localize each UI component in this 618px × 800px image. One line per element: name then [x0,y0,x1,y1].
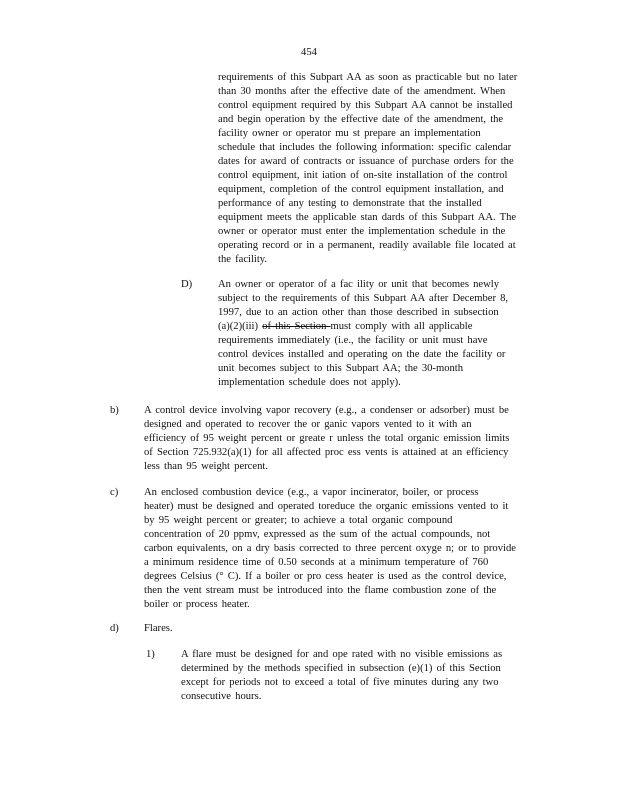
text-line: than 30 months after the effective date of the amendment. When [218,86,506,97]
text-line: concentration of 20 ppmv, expressed as the sum of the actual compounds, not [144,529,491,540]
text-line: An owner or operator of a fac ility or unit that becomes newly [218,279,499,290]
item-D-paragraph [218,278,508,390]
item-label-D: D) [181,279,193,290]
item-label-b: b) [110,405,119,416]
text-line: heater) must be designed and operated toreduce the organic emissions vented to it [144,501,509,512]
text-line: A control device involving vapor recovery (e.g., a condenser or adsorber) must be [144,405,509,416]
item-b-paragraph [144,404,509,474]
text-line: control equipment required by this Subpart AA cannot be installed [218,100,513,111]
text-line: less than 95 weight percent. [144,461,268,472]
text-line: requirements immediately (i.e., the facility or unit must have [218,335,488,346]
continuation-paragraph [218,71,517,267]
text-line: control equipment, init iation of on-site installation of the control [218,170,508,181]
text-line: equipment meets the applicable stan dards of this Subpart AA. The [218,212,517,223]
text-line: dates for award of contracts or issuance of purchase orders for the [218,156,514,167]
item-label-d1: 1) [146,649,155,660]
item-d-heading [144,622,173,636]
item-d1-paragraph [181,648,502,704]
text-line: control devices installed and operating on the date the facility or [218,349,506,360]
text-line: except for periods not to exceed a total of five minutes during any two [181,677,499,688]
text-line: equipment, completion of the control equipment installation, and [218,184,504,195]
text-line: A flare must be designed for and ope rated with no visible emissions as [181,649,503,660]
text-line: the facility. [218,254,268,265]
text-line: by 95 weight percent or greater; to achieve a total organic compound [144,515,453,526]
text-line: performance of any testing to demonstrate that the installed [218,198,482,209]
text-line: efficiency of 95 weight percent or greate r unless the total organic emission limits [144,433,510,444]
text-line: 1997, due to an action other than those described in subsection [218,307,499,318]
struck-text: of this Section [262,321,331,332]
text-line: An enclosed combustion device (e.g., a vapor incinerator, boiler, or process [144,487,479,498]
text-line: of Section 725.932(a)(1) for all affected proc ess vents is attained at an efficiency [144,447,509,458]
text-line: Flares. [144,623,173,634]
text-line: and begin operation by the effective date of the amendment, the [218,114,504,125]
text-line: then the vent stream must be introduced into the flame combustion zone of the [144,585,497,596]
text-segment: (a)(2)(iii) [218,321,263,332]
text-line: consecutive hours. [181,691,262,702]
item-label-c: c) [110,487,119,498]
text-line: requirements of this Subpart AA as soon as practicable but no later [218,72,518,83]
text-line: boiler or process heater. [144,599,250,610]
text-line-with-deletion [218,320,508,334]
text-line: facility owner or operator mu st prepare an implementation [218,128,481,139]
text-line: degrees Celsius (° C). If a boiler or pro cess heater is used as the control device, [144,571,507,582]
text-line: designed and operated to recover the or ganic vapors vented to it with an [144,419,472,430]
text-line: schedule that includes the following information: specific calendar [218,142,512,153]
text-line: subject to the requirements of this Subpart AA after December 8, [218,293,509,304]
text-line: a minimum residence time of 0.50 seconds at a minimum temperature of 760 [144,557,489,568]
text-line: unit becomes subject to this Subpart AA; the 30-month [218,363,464,374]
item-c-paragraph [144,486,516,612]
text-segment: must comply with all applicable [330,321,473,332]
text-line: carbon equivalents, on a dry basis corrected to three percent oxyge n; or to provide [144,543,516,554]
text-line: owner or operator must enter the implementation schedule in the [218,226,506,237]
page-number: 454 [301,47,317,58]
text-line: determined by the methods specified in subsection (e)(1) of this Section [181,663,501,674]
text-line: operating record or in a permanent, readily available file located at [218,240,516,251]
item-label-d: d) [110,623,119,634]
text-line: implementation schedule does not apply). [218,377,401,388]
